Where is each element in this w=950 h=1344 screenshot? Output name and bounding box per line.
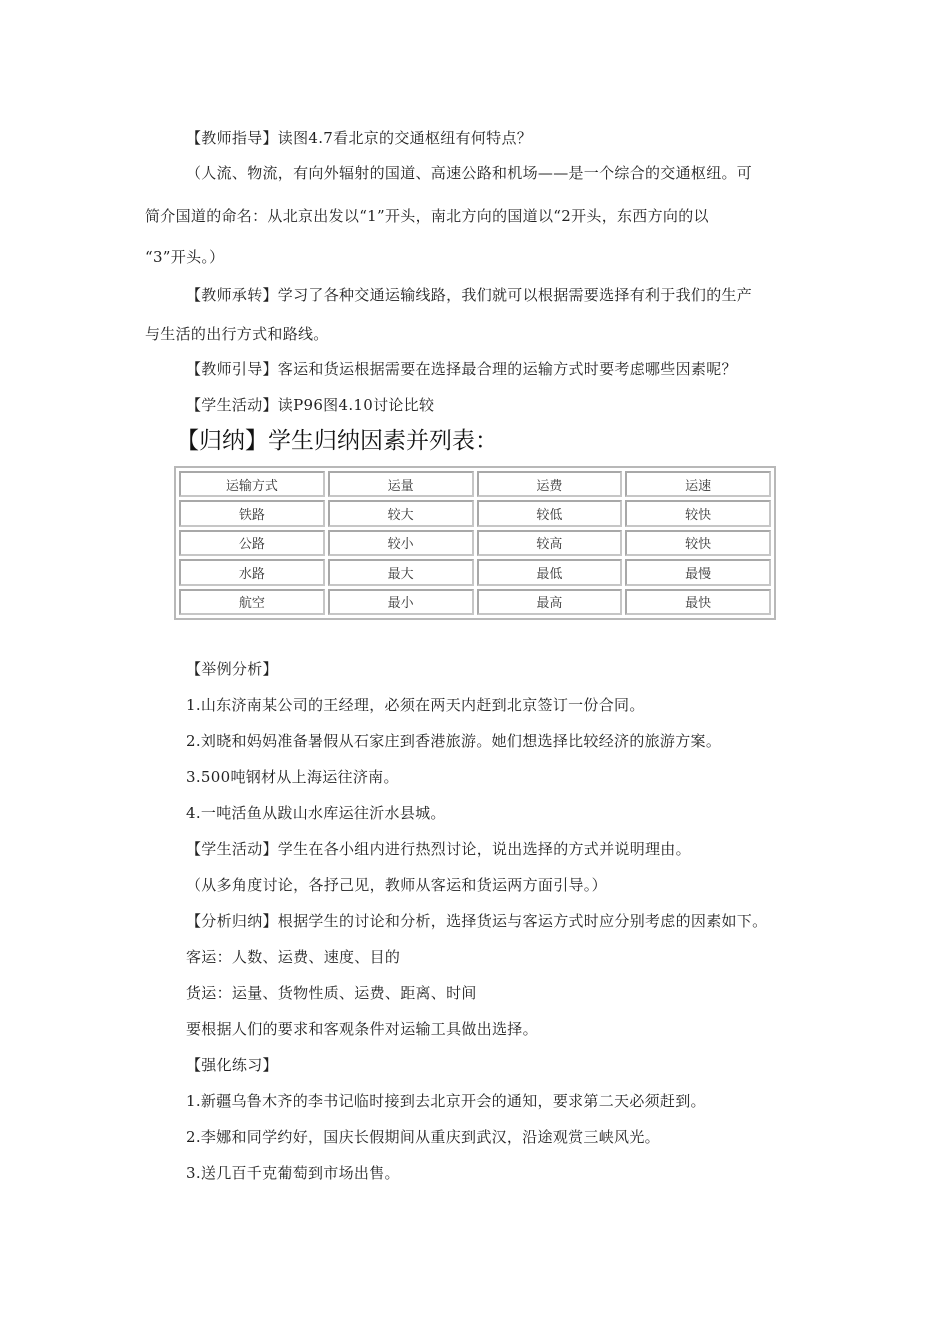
table-cell: 较快 [625,500,771,526]
analysis-paragraph: 【分析归纳】根据学生的讨论和分析，选择货运与客运方式时应分别考虑的因素如下。 [186,912,768,930]
practice-item: 1.新疆乌鲁木齐的李书记临时接到去北京开会的通知，要求第二天必须赶到。 [186,1092,706,1110]
table-header-cell: 运量 [328,471,474,497]
table-row [179,589,771,615]
teacher-guide-paragraph: 【教师指导】读图4.7看北京的交通枢纽有何特点？ [186,129,533,147]
table-header-cell: 运输方式 [179,471,325,497]
table-cell: 最快 [625,589,771,615]
table-cell: 水路 [179,559,325,585]
table-header-cell: 运速 [625,471,771,497]
table-cell: 较低 [477,500,623,526]
practice-title: 【强化练习】 [186,1056,278,1074]
teacher-transition-line-1: 【教师承转】学习了各种交通运输线路，我们就可以根据需要选择有利于我们的生产 [186,286,753,304]
hub-explanation-line-3: “3”开头。） [145,248,225,266]
table-cell: 最慢 [625,559,771,585]
table-cell: 铁路 [179,500,325,526]
teacher-transition-line-2: 与生活的出行方式和路线。 [145,325,329,343]
discussion-note: （从多角度讨论，各抒己见，教师从客运和货运两方面引导。） [186,876,607,894]
example-item: 3.500吨钢材从上海运往济南。 [186,768,399,786]
table-cell: 最低 [477,559,623,585]
table-row [179,530,771,556]
hub-explanation-line-2: 简介国道的命名：从北京出发以“1”开头，南北方向的国道以“2开头，东西方向的以 [145,207,709,225]
example-item: 4.一吨活鱼从跋山水库运往沂水县城。 [186,804,446,822]
table-header-row [179,471,771,497]
table-row [179,500,771,526]
summary-heading: 【归纳】学生归纳因素并列表： [176,428,498,454]
practice-item: 2.李娜和同学约好，国庆长假期间从重庆到武汉，沿途观赏三峡风光。 [186,1128,660,1146]
table-cell: 最高 [477,589,623,615]
hub-explanation-line-1: （人流、物流，有向外辐射的国道、高速公路和机场——是一个综合的交通枢纽。可 [186,164,753,182]
table-cell: 较大 [328,500,474,526]
practice-item: 3.送几百千克葡萄到市场出售。 [186,1164,400,1182]
table-cell: 较快 [625,530,771,556]
table-header-cell: 运费 [477,471,623,497]
teacher-lead-paragraph: 【教师引导】客运和货运根据需要在选择最合理的运输方式时要考虑哪些因素呢？ [186,360,737,378]
table-cell: 航空 [179,589,325,615]
table-cell: 较高 [477,530,623,556]
passenger-factors: 客运：人数、运费、速度、目的 [186,948,401,966]
table-cell: 较小 [328,530,474,556]
table-cell: 公路 [179,530,325,556]
student-discussion-paragraph: 【学生活动】学生在各小组内进行热烈讨论，说出选择的方式并说明理由。 [186,840,691,858]
table-cell: 最大 [328,559,474,585]
table-cell: 最小 [328,589,474,615]
analysis-conclusion: 要根据人们的要求和客观条件对运输工具做出选择。 [186,1020,538,1038]
student-activity-paragraph: 【学生活动】读P96图4.10讨论比较 [186,396,435,414]
examples-title: 【举例分析】 [186,660,278,678]
transport-comparison-table [174,466,776,620]
example-item: 1.山东济南某公司的王经理，必须在两天内赶到北京签订一份合同。 [186,696,645,714]
example-item: 2.刘晓和妈妈准备暑假从石家庄到香港旅游。她们想选择比较经济的旅游方案。 [186,732,722,750]
freight-factors: 货运：运量、货物性质、运费、距离、时间 [186,984,477,1002]
table-row [179,559,771,585]
